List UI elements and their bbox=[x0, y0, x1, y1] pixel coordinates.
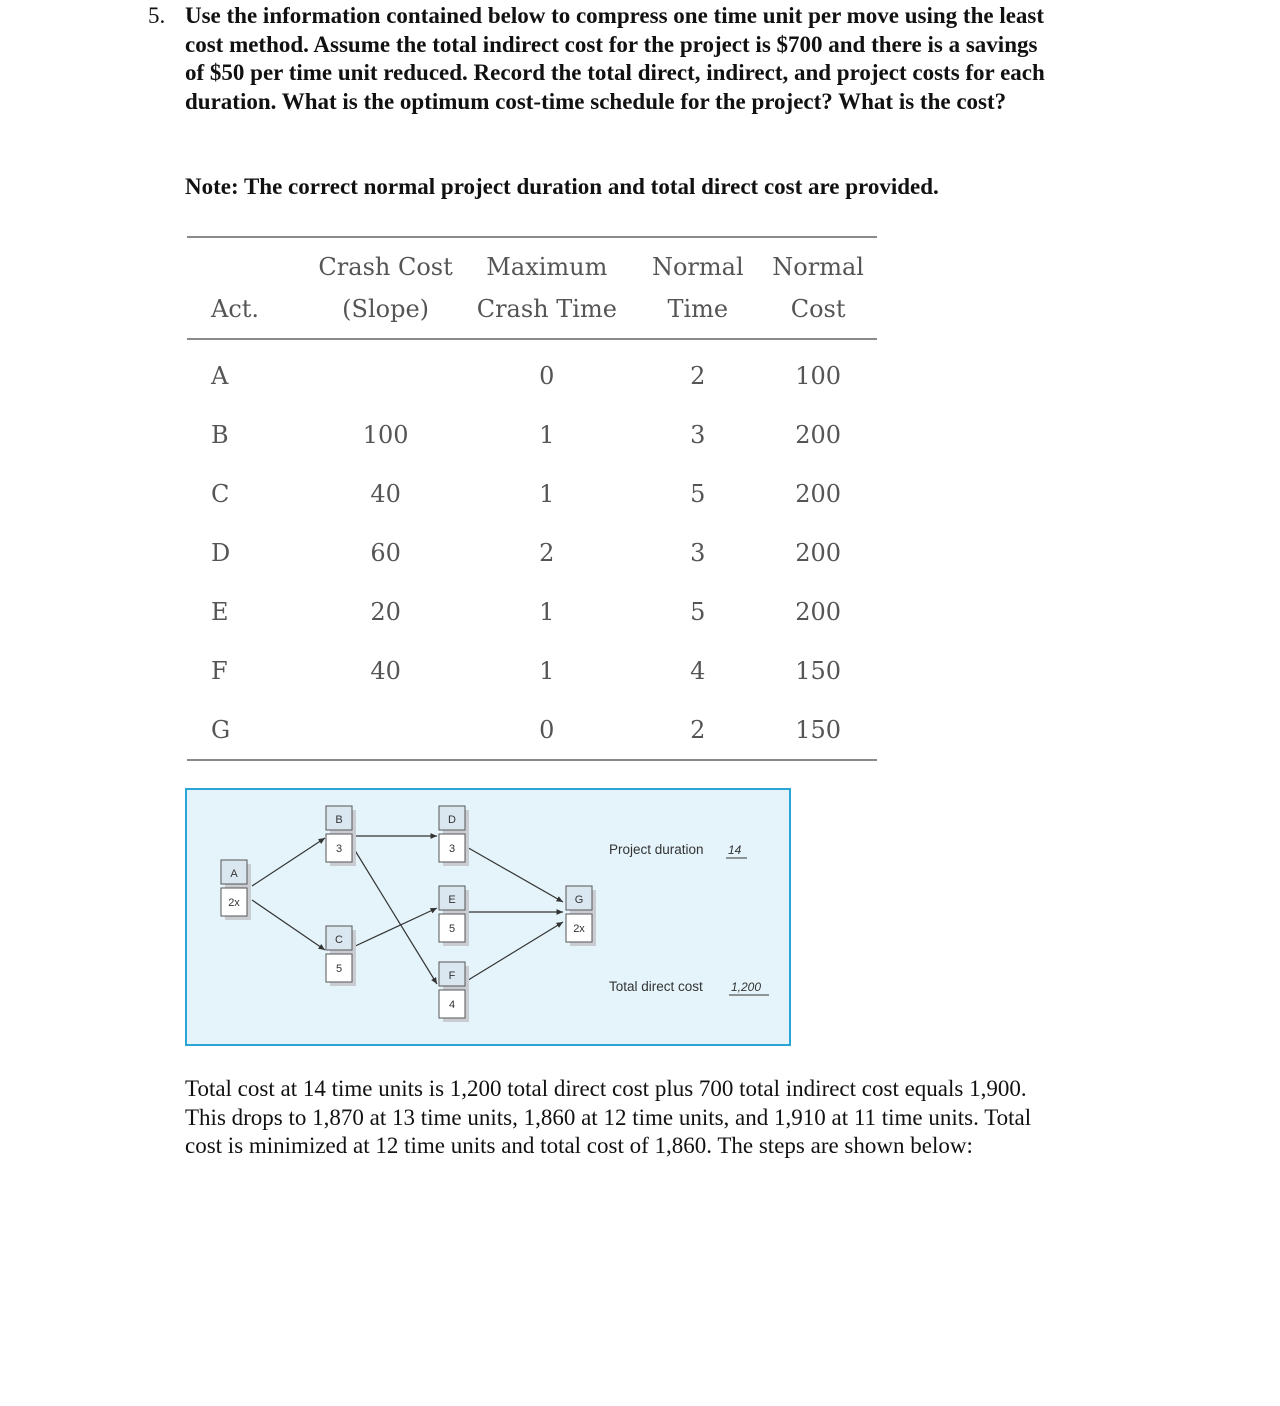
table-row bbox=[187, 700, 877, 760]
project-duration-label: Project duration bbox=[609, 842, 704, 857]
header-slope-line1: Crash Cost bbox=[318, 253, 453, 281]
header-nt-line1: Normal bbox=[651, 253, 744, 281]
table-row bbox=[187, 641, 877, 700]
table-header-row bbox=[187, 237, 877, 339]
node-c bbox=[326, 926, 356, 986]
header-max-line1: Maximum bbox=[486, 253, 608, 281]
node-g bbox=[566, 886, 596, 946]
cell-slope: 40 bbox=[370, 656, 401, 685]
cell-time: 2 bbox=[690, 715, 706, 744]
cell-max: 1 bbox=[539, 597, 555, 626]
cell-max: 1 bbox=[539, 420, 555, 449]
cell-cost: 100 bbox=[795, 361, 842, 390]
table-row bbox=[187, 405, 877, 464]
cell-max: 0 bbox=[539, 361, 555, 390]
header-nc-line2: Cost bbox=[790, 295, 846, 323]
cell-max: 1 bbox=[539, 656, 555, 685]
cell-max: 2 bbox=[539, 538, 555, 567]
header-nt-line2: Time bbox=[667, 295, 729, 323]
header-normal-time bbox=[636, 237, 759, 339]
node-duration: 3 bbox=[448, 843, 456, 855]
table-row bbox=[187, 464, 877, 523]
note: Note: The correct normal project duration and total direct cost are provided. bbox=[185, 174, 939, 199]
node-a bbox=[221, 860, 251, 920]
node-duration: 4 bbox=[448, 999, 456, 1011]
node-d bbox=[439, 806, 469, 866]
node-label: C bbox=[335, 934, 343, 946]
cell-act: E bbox=[211, 597, 229, 626]
cell-slope: 60 bbox=[370, 538, 401, 567]
cell-act: G bbox=[211, 715, 231, 744]
node-e bbox=[439, 886, 469, 946]
cell-max: 0 bbox=[539, 715, 555, 744]
cell-time: 2 bbox=[690, 361, 706, 390]
cell-act: D bbox=[211, 538, 231, 567]
node-label: D bbox=[448, 814, 456, 826]
header-nc-line1: Normal bbox=[772, 253, 864, 281]
cell-time: 4 bbox=[690, 656, 706, 685]
cell-time: 5 bbox=[690, 479, 706, 508]
cell-max: 1 bbox=[539, 479, 555, 508]
question-number: 5. bbox=[148, 3, 166, 28]
cell-cost: 150 bbox=[795, 715, 842, 744]
header-max-line2: Crash Time bbox=[476, 295, 617, 323]
direct-cost-value: 1,200 bbox=[731, 980, 762, 994]
header-act-label: Act. bbox=[211, 295, 260, 323]
node-label: F bbox=[448, 970, 456, 982]
header-normal-cost bbox=[759, 237, 877, 339]
cell-time: 3 bbox=[690, 538, 706, 567]
cell-act: C bbox=[211, 479, 230, 508]
cell-act: B bbox=[211, 420, 229, 449]
cell-act: F bbox=[211, 656, 228, 685]
node-b bbox=[326, 806, 356, 866]
network-diagram bbox=[185, 788, 791, 1046]
cell-cost: 150 bbox=[795, 656, 842, 685]
node-duration: 5 bbox=[448, 923, 456, 935]
node-label: B bbox=[335, 814, 343, 826]
project-duration-value: 14 bbox=[728, 843, 742, 857]
question-text: Use the information contained below to compress one time unit per move using the least cost method. Assume the total indirect cost for the project is $700 and there is a savings of $50 per time unit reduced. Record the total direct, indirect, and project costs for each duration. What is the optimum cost-time schedule for the project? What is the cost? bbox=[185, 3, 1045, 114]
cell-slope bbox=[314, 339, 457, 405]
cell-act: A bbox=[211, 361, 229, 390]
header-slope-line2: (Slope) bbox=[342, 295, 430, 323]
node-label: A bbox=[230, 868, 238, 880]
activity-table bbox=[187, 236, 877, 761]
table-row bbox=[187, 339, 877, 405]
node-duration: 5 bbox=[335, 963, 343, 975]
table-row bbox=[187, 582, 877, 641]
node-duration: 2x bbox=[573, 923, 585, 935]
header-max-crash bbox=[457, 237, 636, 339]
header-slope bbox=[314, 237, 457, 339]
node-duration: 3 bbox=[335, 843, 343, 855]
cell-cost: 200 bbox=[795, 538, 842, 567]
node-label: G bbox=[574, 894, 584, 906]
cell-cost: 200 bbox=[795, 479, 842, 508]
cell-slope: 20 bbox=[370, 597, 401, 626]
cell-slope bbox=[314, 700, 457, 760]
cell-slope: 100 bbox=[362, 420, 409, 449]
cell-slope: 40 bbox=[370, 479, 401, 508]
node-f bbox=[439, 962, 469, 1022]
header-act bbox=[187, 237, 314, 339]
node-duration: 2x bbox=[228, 897, 240, 909]
cell-time: 3 bbox=[690, 420, 706, 449]
node-label: E bbox=[448, 894, 456, 906]
direct-cost-label: Total direct cost bbox=[609, 979, 703, 994]
cell-time: 5 bbox=[690, 597, 706, 626]
cell-cost: 200 bbox=[795, 597, 842, 626]
table-row bbox=[187, 523, 877, 582]
cell-cost: 200 bbox=[795, 420, 842, 449]
summary-text: Total cost at 14 time units is 1,200 total direct cost plus 700 total indirect cost equals 1,900. This drops to 1,870 at 13 time units, 1,860 at 12 time units, and 1,910 at 11 time units. Total cost is minimized at 12 time units and total cost of 1,860. The steps are shown below: bbox=[185, 1076, 1032, 1158]
